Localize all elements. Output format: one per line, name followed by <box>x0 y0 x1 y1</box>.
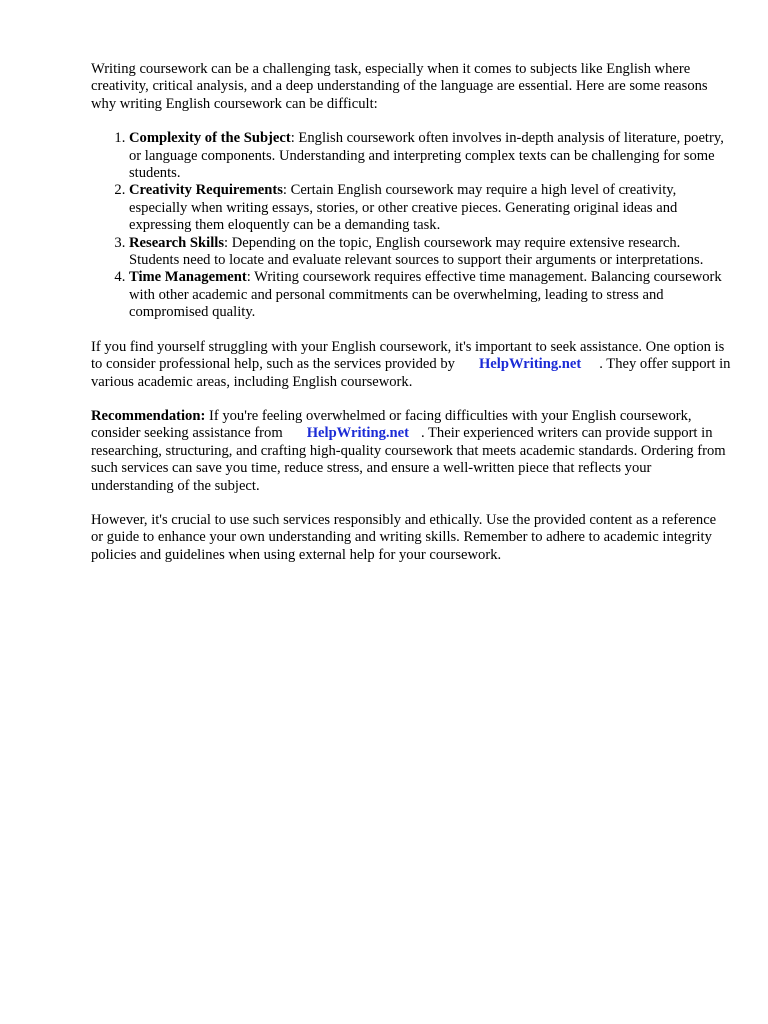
list-item <box>129 235 731 270</box>
help-text-after: . They offer support in various academic areas, including English coursework. <box>91 356 731 390</box>
document-page <box>91 61 731 581</box>
helpwriting-link[interactable]: HelpWriting.net <box>306 425 409 442</box>
reason-title: Creativity Requirements <box>129 182 283 199</box>
reason-text: : Depending on the topic, English coursework may require extensive research. Students need to locate and evaluate relevant sources to support their arguments or interpretations. <box>129 234 704 269</box>
list-item <box>129 130 731 182</box>
reason-title: Complexity of the Subject <box>129 130 291 147</box>
recommendation-paragraph <box>91 408 731 495</box>
reason-text: : Writing coursework requires effective time management. Balancing coursework with other academic and personal commitments can be overwhelming, leading to stress and compromised quality. <box>129 269 722 321</box>
closing-paragraph: However, it's crucial to use such services responsibly and ethically. Use the provided content as a reference or guide to enhance your own understanding and writing skills. Remember to adhere to academic integrity policies and guidelines when using external help for your coursework. <box>91 511 717 563</box>
reason-title: Research Skills <box>129 234 225 251</box>
reason-title: Time Management <box>129 269 247 286</box>
recommendation-text-after: . Their experienced writers can provide support in researching, structuring, and crafting high-quality coursework that meets academic standards. Ordering from such services can save you time, reduce stress, and ensure a well-written piece that reflects your understanding of the subject. <box>91 425 726 494</box>
list-item <box>129 269 731 321</box>
help-text-before: If you find yourself struggling with your English coursework, it's important to seek assistance. One option is to consider professional help, such as the services provided by <box>91 338 725 373</box>
reasons-list <box>91 130 731 321</box>
intro-paragraph: Writing coursework can be a challenging task, especially when it comes to subjects like English where creativity, critical analysis, and a deep understanding of the language are essential. Here are some reasons why writing English coursework can be difficult: <box>91 61 708 112</box>
recommendation-text-before: If you're feeling overwhelmed or facing difficulties with your English coursework, consider seeking assistance from <box>91 407 692 442</box>
reason-text: : Certain English coursework may require a high level of creativity, especially when writing essays, stories, or other creative pieces. Generating original ideas and expressing them eloquently can be a demanding task. <box>129 182 678 234</box>
recommendation-label: Recommendation: <box>91 407 206 424</box>
helpwriting-link[interactable]: HelpWriting.net <box>478 356 582 373</box>
help-paragraph <box>91 339 731 391</box>
reason-text: : English coursework often involves in-depth analysis of literature, poetry, or language components. Understanding and interpreting complex texts can be challenging for some students. <box>129 130 724 182</box>
list-item <box>129 182 731 234</box>
